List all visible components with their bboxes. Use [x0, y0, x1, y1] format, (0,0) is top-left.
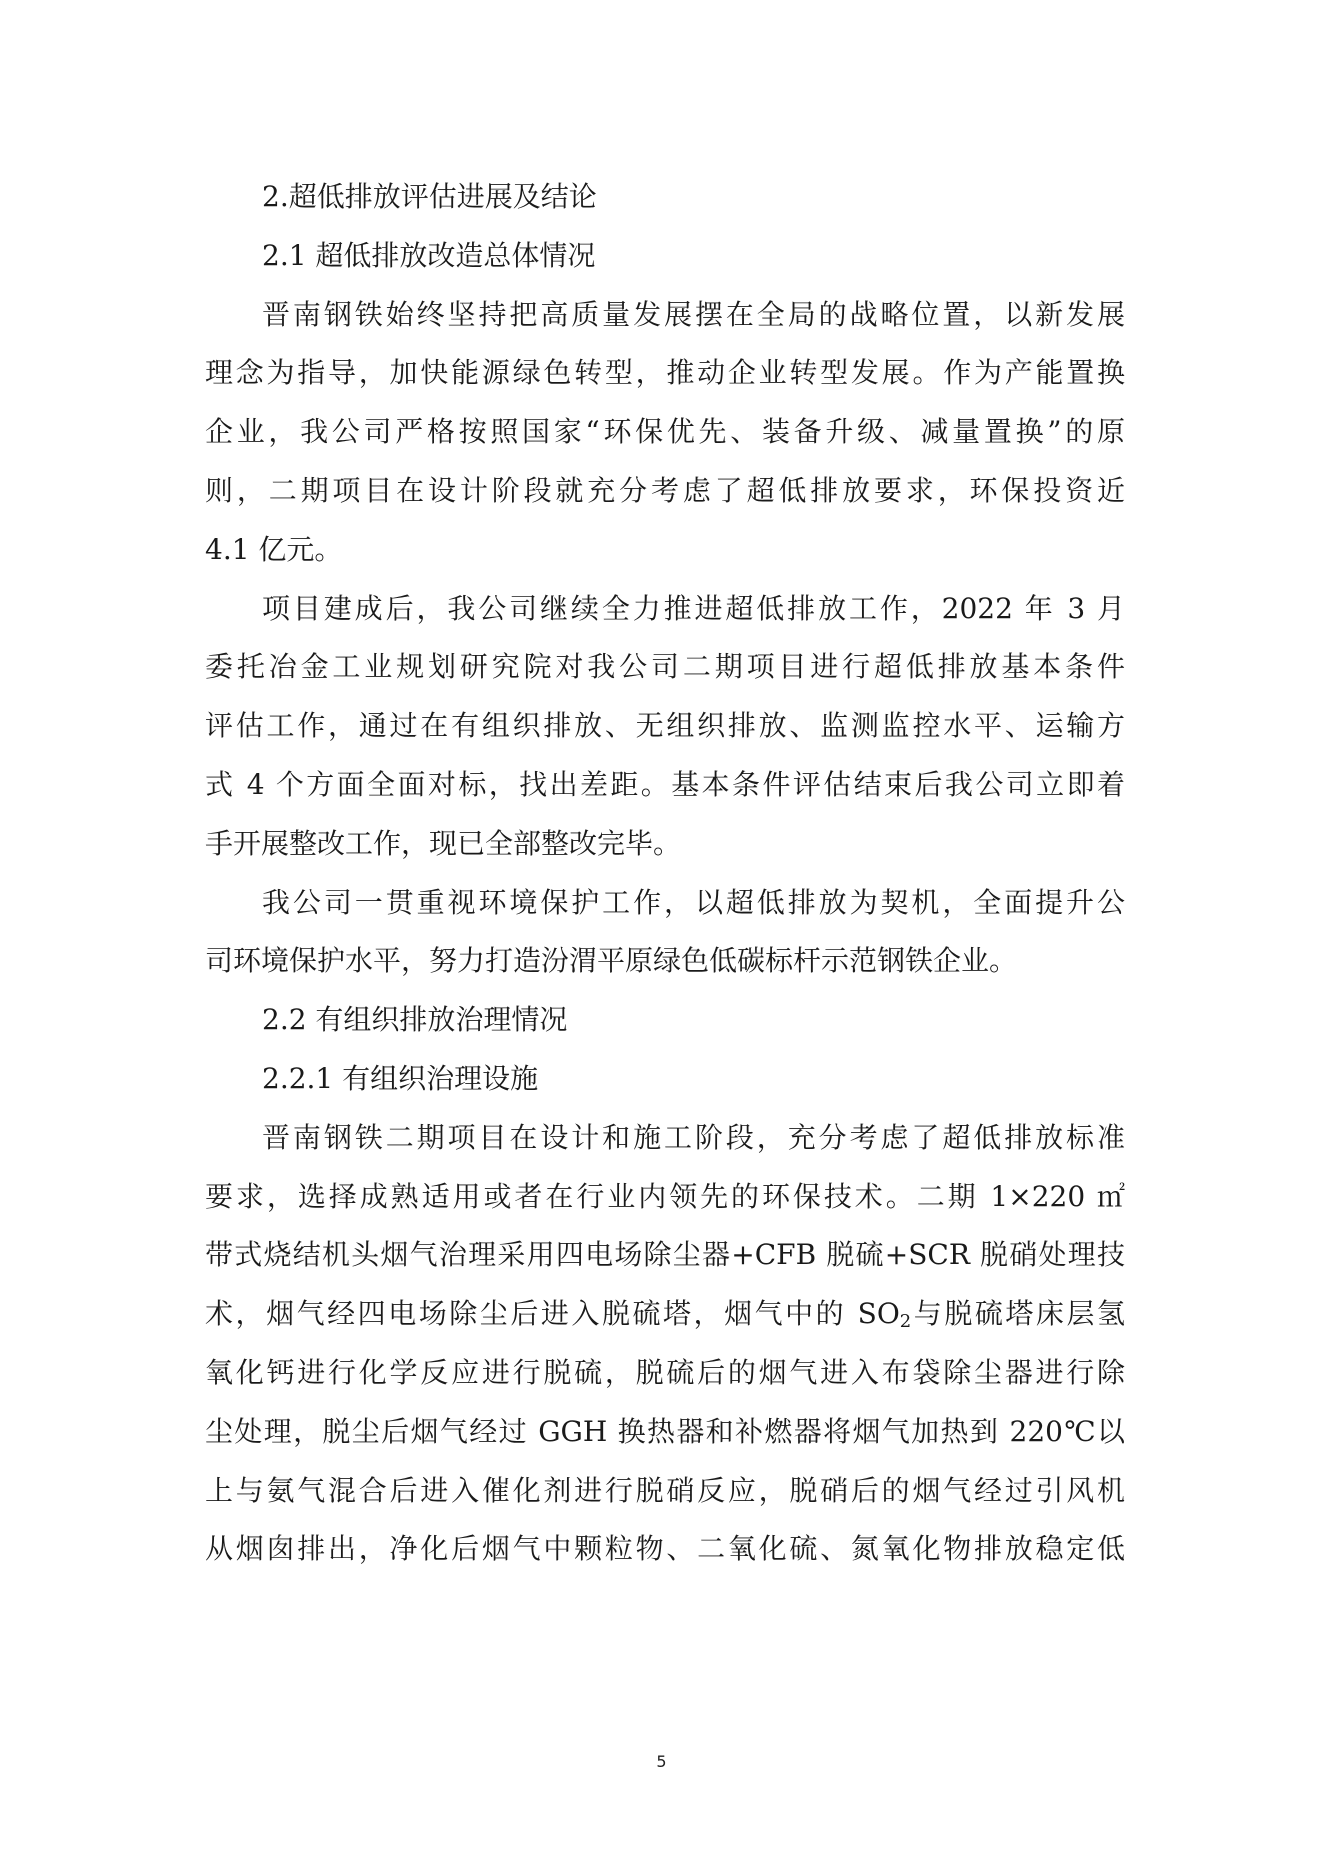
paragraph-line: 要求，选择成熟适用或者在行业内领先的环保技术。二期 1×220 ㎡ — [205, 1179, 1125, 1213]
paragraph-facilities — [205, 1109, 1125, 1579]
section-heading-2-2-1: 2.2.1 有组织治理设施 — [262, 1061, 539, 1095]
section-heading-2-2: 2.2 有组织排放治理情况 — [262, 1003, 568, 1037]
page-body — [205, 168, 1125, 1579]
text-segment: 与脱硫塔床层氢 — [911, 1297, 1125, 1331]
paragraph-line: 上与氨气混合后进入催化剂进行脱硝反应，脱硝后的烟气经过引风机 — [205, 1473, 1125, 1507]
paragraph-line: 氧化钙进行化学反应进行脱硫，脱硫后的烟气进入布袋除尘器进行除 — [205, 1355, 1125, 1389]
paragraph-line: 4.1 亿元。 — [205, 532, 343, 566]
section-heading-2-1: 2.1 超低排放改造总体情况 — [262, 238, 596, 272]
paragraph-commitment — [205, 874, 1125, 992]
paragraph-line: 企业，我公司严格按照国家“环保优先、装备升级、减量置换”的原 — [205, 415, 1125, 449]
text-segment: 术，烟气经四电场除尘后进入脱硫塔，烟气中的 SO — [205, 1297, 900, 1331]
paragraph-line: 理念为指导，加快能源绿色转型，推动企业转型发展。作为产能置换 — [205, 356, 1125, 390]
paragraph-line: 从烟囱排出，净化后烟气中颗粒物、二氧化硫、氮氧化物排放稳定低 — [205, 1532, 1125, 1566]
page-number: 5 — [656, 1752, 667, 1771]
paragraph-line: 式 4 个方面全面对标，找出差距。基本条件评估结束后我公司立即着 — [205, 767, 1125, 801]
paragraph-line: 则，二期项目在设计阶段就充分考虑了超低排放要求，环保投资近 — [205, 473, 1125, 507]
paragraph-line: 晋南钢铁始终坚持把高质量发展摆在全局的战略位置，以新发展 — [262, 297, 1125, 331]
subscript: 2 — [899, 1311, 912, 1333]
paragraph-line: 委托冶金工业规划研究院对我公司二期项目进行超低排放基本条件 — [205, 650, 1125, 684]
paragraph-line: 晋南钢铁二期项目在设计和施工阶段，充分考虑了超低排放标准 — [262, 1120, 1125, 1154]
paragraph-overview — [205, 286, 1125, 580]
paragraph-line-with-subscript — [205, 1285, 1125, 1344]
paragraph-line: 项目建成后，我公司继续全力推进超低排放工作，2022 年 3 月 — [262, 591, 1125, 625]
paragraph-evaluation — [205, 580, 1125, 874]
paragraph-line: 司环境保护水平，努力打造汾渭平原绿色低碳标杆示范钢铁企业。 — [205, 944, 1018, 978]
paragraph-line: 手开展整改工作，现已全部整改完毕。 — [205, 826, 682, 860]
paragraph-line: 我公司一贯重视环境保护工作，以超低排放为契机，全面提升公 — [262, 885, 1125, 919]
section-heading-2: 2.超低排放评估进展及结论 — [262, 180, 597, 213]
paragraph-line: 评估工作，通过在有组织排放、无组织排放、监测监控水平、运输方 — [205, 709, 1125, 743]
paragraph-line: 带式烧结机头烟气治理采用四电场除尘器+CFB 脱硫+SCR 脱硝处理技 — [205, 1238, 1125, 1272]
paragraph-line: 尘处理，脱尘后烟气经过 GGH 换热器和补燃器将烟气加热到 220℃以 — [205, 1414, 1125, 1448]
